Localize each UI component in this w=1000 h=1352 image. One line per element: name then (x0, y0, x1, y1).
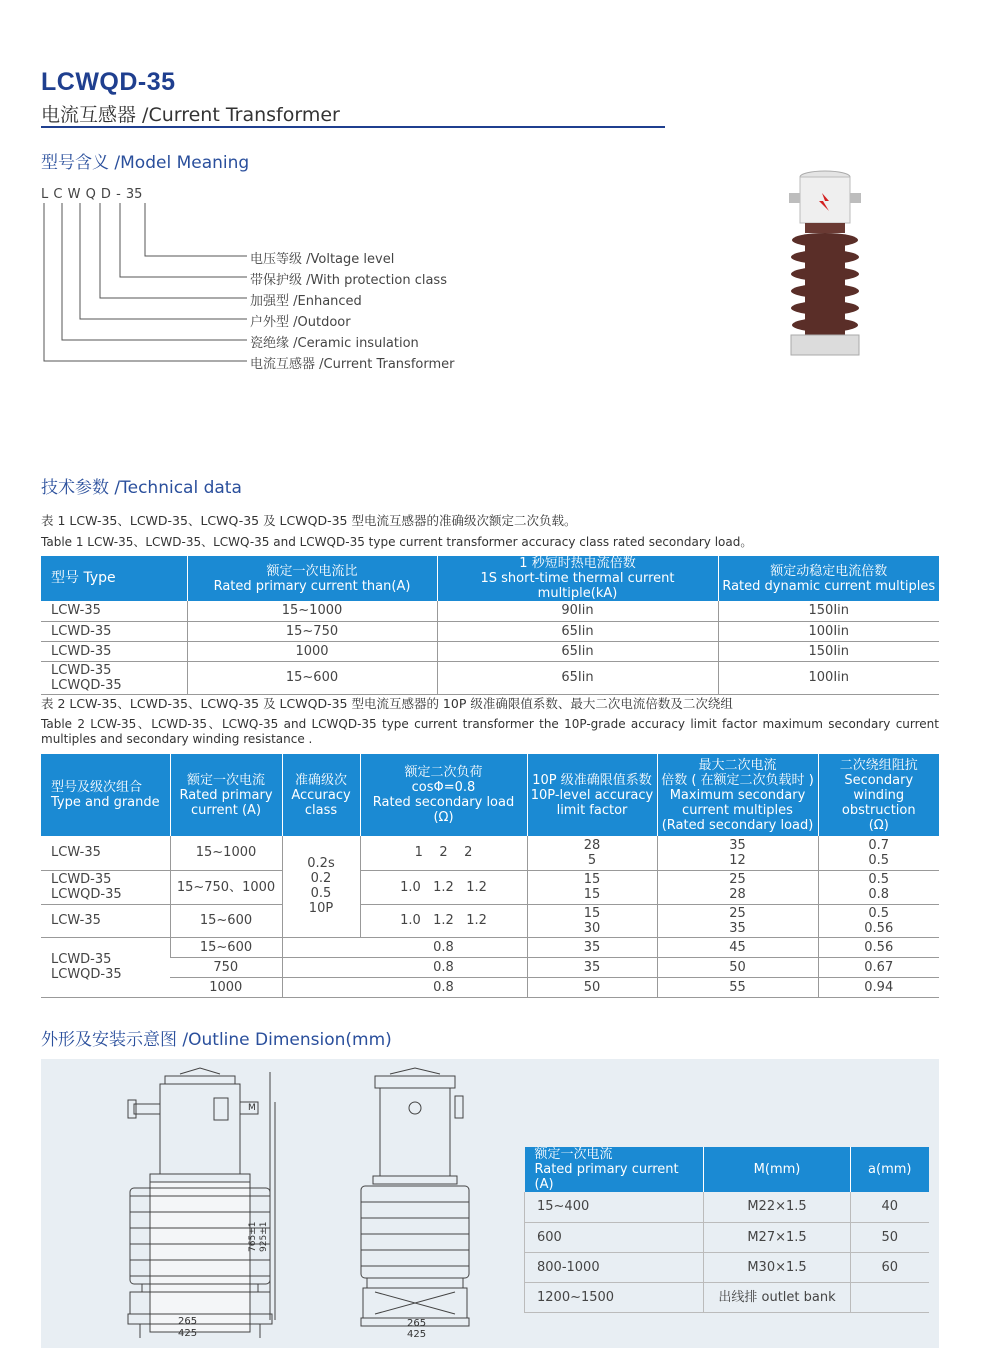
table1-header-dynamic: 额定动稳定电流倍数 Rated dynamic current multiples (718, 556, 939, 601)
dim-table-header-m: M(mm) (704, 1147, 851, 1192)
meaning-protection: 带保护级 /With protection class (250, 273, 447, 288)
meaning-ceramic: 瓷绝缘 /Ceramic insulation (250, 336, 419, 351)
dim-table-header-a: a(mm) (851, 1147, 929, 1192)
dim-m: M (248, 1103, 256, 1113)
table-row: 600 M27×1.5 50 (525, 1222, 929, 1252)
dim-265-front: 265 (178, 1316, 198, 1327)
table-row: LCWD-35 LCWQD-35 15~750、1000 1.0 1.2 1.2 15 15 25 28 0.5 0.8 (41, 870, 939, 904)
table-row: LCW-35 15~600 1.0 1.2 1.2 15 30 25 35 0.5 0.56 (41, 904, 939, 937)
model-code: L C W Q D - 35 (41, 187, 143, 202)
table1 (41, 556, 939, 695)
table2 (41, 754, 939, 998)
table-row: 1200~1500 出线排 outlet bank (525, 1282, 929, 1312)
dim-925: 925±1 (259, 1221, 269, 1252)
table-row: LCW-35 15~1000 0.2s 0.2 0.5 10P 1 2 2 28 5 35 12 0.7 0.5 (41, 836, 939, 870)
meaning-voltage: 电压等级 /Voltage level (250, 252, 395, 267)
dim-425-side: 425 (407, 1329, 427, 1340)
table1-caption-en: Table 1 LCW-35、LCWD-35、LCWQ-35 and LCWQD-35 type current transformer accuracy class rated secondary load。 (41, 535, 753, 549)
model-code-bracket-lines (41, 203, 256, 368)
table1-header-thermal: 1 秒短时热电流倍数 1S short-time thermal current multiple(kA) (437, 556, 718, 601)
table-row: 750 0.8 35 50 0.67 (41, 957, 939, 977)
table2-header-winding: 二次绕组阻抗 Secondary winding obstruction (Ω) (818, 754, 939, 836)
dim-265-side: 265 (407, 1318, 427, 1329)
table-row: LCW-35 15~1000 90Iin 150Iin (41, 601, 939, 621)
table2-header-type: 型号及级次组合 Type and grande (41, 754, 170, 836)
outline-front-drawing (120, 1062, 280, 1342)
title-divider (41, 126, 665, 128)
outline-side-drawing (355, 1062, 480, 1342)
table2-header-current: 额定一次电流 Rated primary current (A) (170, 754, 282, 836)
meaning-enhanced: 加强型 /Enhanced (250, 294, 362, 309)
dimension-table (524, 1147, 929, 1313)
table2-caption-en: Table 2 LCW-35、LCWD-35、LCWQ-35 and LCWQD-35 type current transformer the 10P-grade accuracy limit factor maximum secondary current multiples and secondary winding resistance . (41, 717, 939, 746)
meaning-outdoor: 户外型 /Outdoor (250, 315, 351, 330)
table-row: LCWD-35 LCWQD-35 15~600 65Iin 100Iin (41, 661, 939, 694)
product-photo (775, 165, 875, 360)
table2-header-accuracy: 准确级次 Accuracy class (282, 754, 360, 836)
table2-header-load: 额定二次负荷 cosΦ=0.8 Rated secondary load (Ω) (360, 754, 527, 836)
table-row: 1000 0.8 50 55 0.94 (41, 977, 939, 997)
page-subtitle: 电流互感器 /Current Transformer (41, 104, 340, 126)
table1-caption-cn: 表 1 LCW-35、LCWD-35、LCWQ-35 及 LCWQD-35 型电流互感器的准确级次额定二次负载。 (41, 513, 577, 528)
technical-heading: 技术参数 /Technical data (41, 478, 242, 498)
model-meaning-heading: 型号含义 /Model Meaning (41, 153, 250, 173)
table1-header-rated-primary: 额定一次电流比 Rated primary current than(A) (187, 556, 437, 601)
table-row: 800-1000 M30×1.5 60 (525, 1252, 929, 1282)
table-row: 15~400 M22×1.5 40 (525, 1192, 929, 1222)
table2-caption-cn: 表 2 LCW-35、LCWD-35、LCWQ-35 及 LCWQD-35 型电流互感器的 10P 级准确限值系数、最大二次电流倍数及二次绕组 (41, 696, 733, 711)
meaning-ct: 电流互感器 /Current Transformer (250, 357, 455, 372)
page-title: LCWQD-35 (41, 68, 176, 96)
table-row: LCWD-35 1000 65Iin 150Iin (41, 641, 939, 661)
table2-header-max-multiple: 最大二次电流 倍数 ( 在额定二次负载时 ) Maximum secondary current multiples (Rated secondary load) (657, 754, 818, 836)
table-row: LCWD-35 LCWQD-35 15~600 0.8 35 45 0.56 (41, 937, 939, 957)
table2-header-limit-factor: 10P 级准确限值系数 10P-level accuracy limit factor (527, 754, 657, 836)
table1-header-type: 型号 Type (41, 556, 187, 601)
accuracy-class-cell: 0.2s 0.2 0.5 10P (282, 836, 360, 937)
dim-425-front: 425 (178, 1328, 198, 1339)
table-row: LCWD-35 15~750 65Iin 100Iin (41, 621, 939, 641)
dim-table-header-current: 额定一次电流 Rated primary current (A) (525, 1147, 704, 1192)
dim-765: 765±1 (248, 1221, 258, 1252)
outline-heading: 外形及安装示意图 /Outline Dimension(mm) (41, 1030, 392, 1050)
